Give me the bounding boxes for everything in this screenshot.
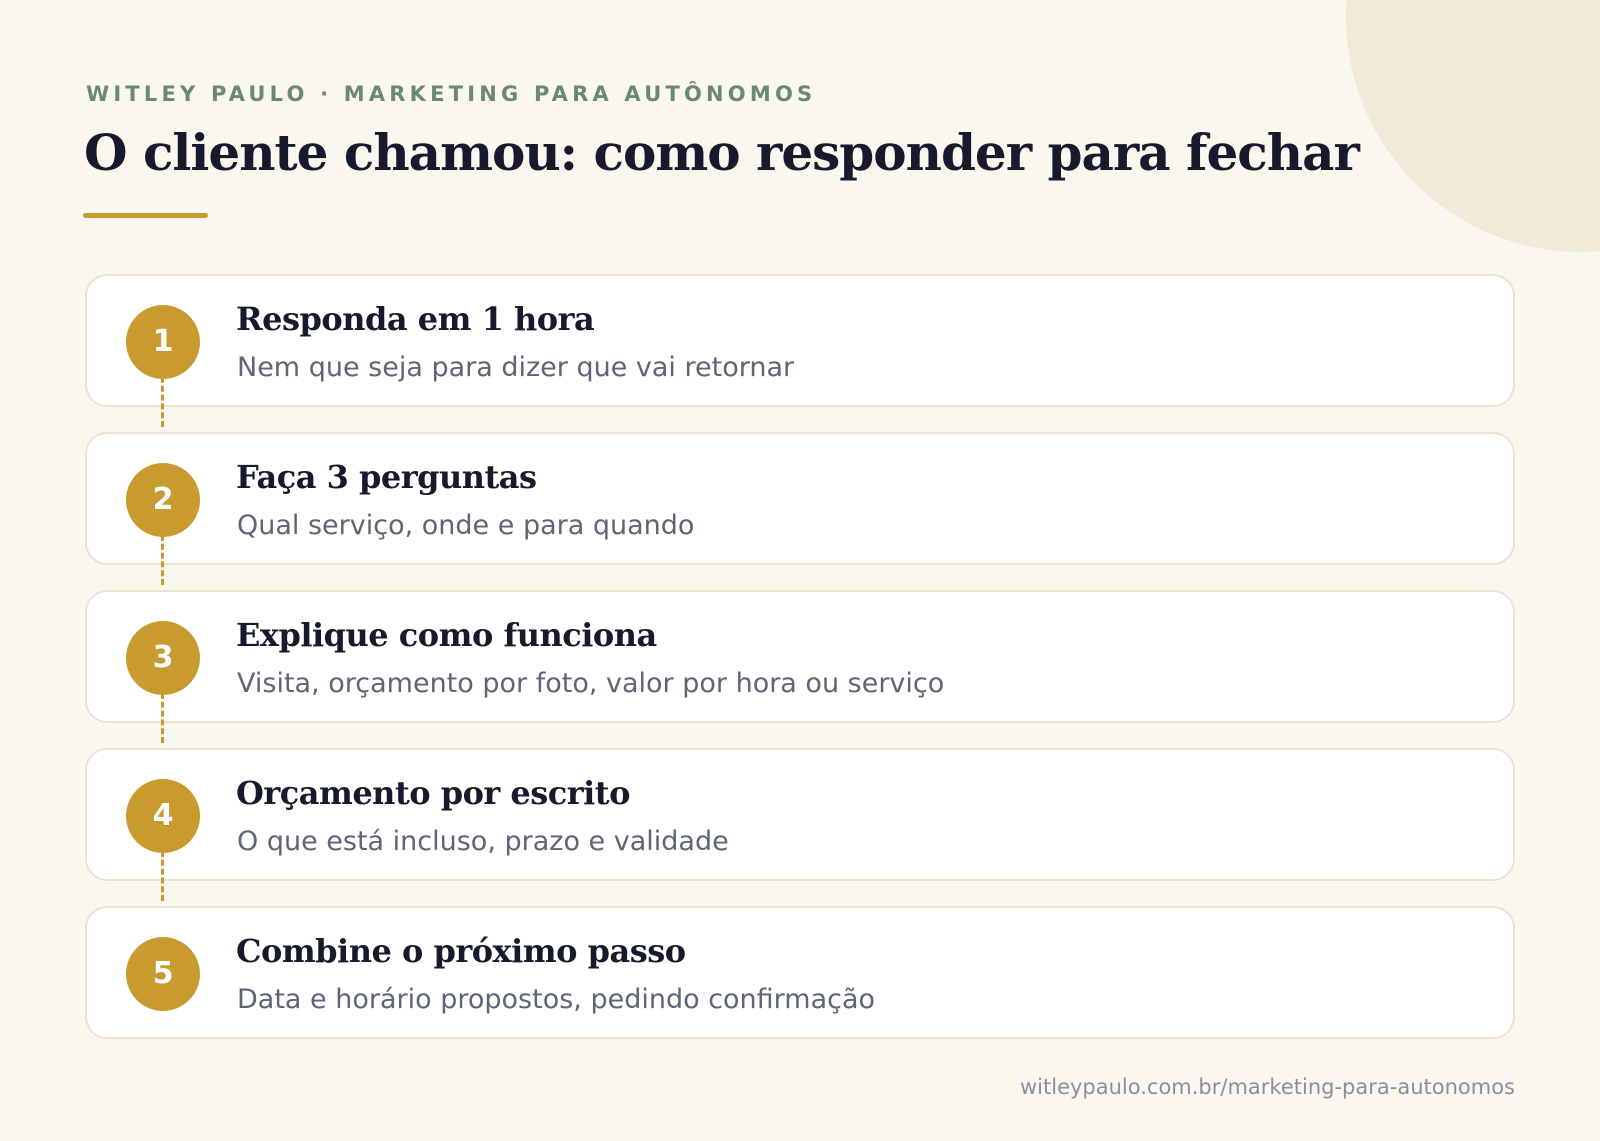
step-card-2 <box>85 432 1515 565</box>
step-card-1 <box>85 274 1515 407</box>
step-description: Qual serviço, onde e para quando <box>237 510 695 541</box>
step-card-5 <box>85 906 1515 1039</box>
step-description: O que está incluso, prazo e validade <box>237 826 729 857</box>
step-title: Combine o próximo passo <box>236 932 686 970</box>
page-title: O cliente chamou: como responder para fechar <box>84 123 1359 182</box>
step-connector <box>161 851 164 901</box>
step-number-badge: 1 <box>126 305 200 379</box>
step-card-4 <box>85 748 1515 881</box>
decorative-corner-circle <box>1346 0 1600 252</box>
step-connector <box>161 377 164 427</box>
step-title: Explique como funciona <box>236 616 657 654</box>
step-card-3 <box>85 590 1515 723</box>
step-connector <box>161 535 164 585</box>
footer-url: witleypaulo.com.br/marketing-para-autonomos <box>1019 1075 1515 1099</box>
title-underline <box>83 213 208 218</box>
step-number-badge: 4 <box>126 779 200 853</box>
step-title: Responda em 1 hora <box>236 300 595 338</box>
step-title: Faça 3 perguntas <box>236 458 537 496</box>
step-number-badge: 2 <box>126 463 200 537</box>
step-connector <box>161 693 164 743</box>
step-title: Orçamento por escrito <box>236 774 630 812</box>
eyebrow-label: WITLEY PAULO · MARKETING PARA AUTÔNOMOS <box>86 82 817 106</box>
step-description: Visita, orçamento por foto, valor por hora ou serviço <box>237 668 945 699</box>
step-number-badge: 3 <box>126 621 200 695</box>
step-number-badge: 5 <box>126 937 200 1011</box>
step-description: Data e horário propostos, pedindo confirmação <box>237 984 876 1015</box>
steps-list <box>85 274 1515 1039</box>
step-description: Nem que seja para dizer que vai retornar <box>237 352 795 383</box>
